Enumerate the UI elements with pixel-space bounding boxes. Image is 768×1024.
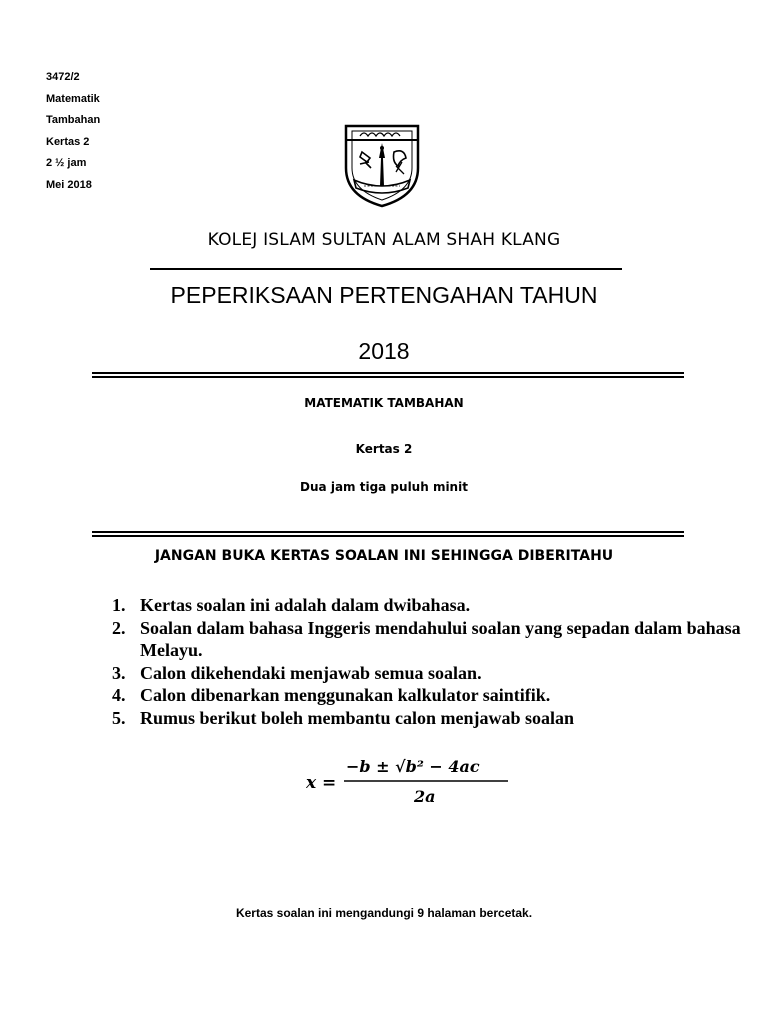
quadratic-formula xyxy=(306,752,526,812)
instruction-list xyxy=(112,594,768,729)
instruction-text: Kertas soalan ini adalah dalam dwibahasa. xyxy=(140,595,471,615)
subject-line-2: Tambahan xyxy=(46,114,101,126)
instruction-item xyxy=(112,684,768,707)
instruction-item xyxy=(112,617,768,662)
instruction-number: 4. xyxy=(112,685,126,705)
instruction-item xyxy=(112,707,768,730)
subject-line-1: Matematik xyxy=(46,92,100,105)
paper-label: Kertas 2 xyxy=(355,442,413,456)
divider xyxy=(150,268,622,270)
exam-title: PEPERIKSAAN PERTENGAHAN TAHUN xyxy=(170,282,598,308)
instruction-item xyxy=(112,662,768,685)
double-divider xyxy=(92,531,684,537)
duration-label: Dua jam tiga puluh minit xyxy=(300,480,468,494)
instruction-number: 1. xyxy=(112,595,126,615)
double-divider xyxy=(92,372,684,378)
page-count-note: Kertas soalan ini mengandungi 9 halaman bercetak. xyxy=(235,906,533,920)
paper-metadata xyxy=(46,67,100,196)
paper-duration: 2 ½ jam xyxy=(46,157,87,169)
formula-denominator: 2a xyxy=(414,787,436,806)
subject-title: MATEMATIK TAMBAHAN xyxy=(304,396,464,410)
instruction-text: Soalan dalam bahasa Inggeris mendahului soalan yang sepadan dalam bahasa Melayu. xyxy=(140,617,741,660)
paper-code: 3472/2 xyxy=(46,71,80,83)
instruction-number: 5. xyxy=(112,707,126,728)
formula-numerator: −b ± √b² − 4ac xyxy=(346,757,480,776)
warning-notice: JANGAN BUKA KERTAS SOALAN INI SEHINGGA DIBERITAHU xyxy=(154,548,614,564)
instruction-number: 2. xyxy=(112,617,126,638)
paper-date: Mei 2018 xyxy=(46,178,92,191)
instruction-item xyxy=(112,594,768,617)
instruction-text: Calon dikehendaki menjawab semua soalan. xyxy=(140,662,482,683)
paper-number: Kertas 2 xyxy=(46,135,90,148)
instruction-text: Calon dibenarkan menggunakan kalkulator saintifik. xyxy=(140,685,551,705)
exam-year: 2018 xyxy=(358,338,410,364)
school-crest-icon xyxy=(340,118,424,208)
instruction-text: Rumus berikut boleh membantu calon menjawab soalan xyxy=(140,707,575,728)
school-name: KOLEJ ISLAM SULTAN ALAM SHAH KLANG xyxy=(207,230,561,250)
instruction-number: 3. xyxy=(112,662,126,683)
formula-lhs: x = xyxy=(306,773,337,793)
